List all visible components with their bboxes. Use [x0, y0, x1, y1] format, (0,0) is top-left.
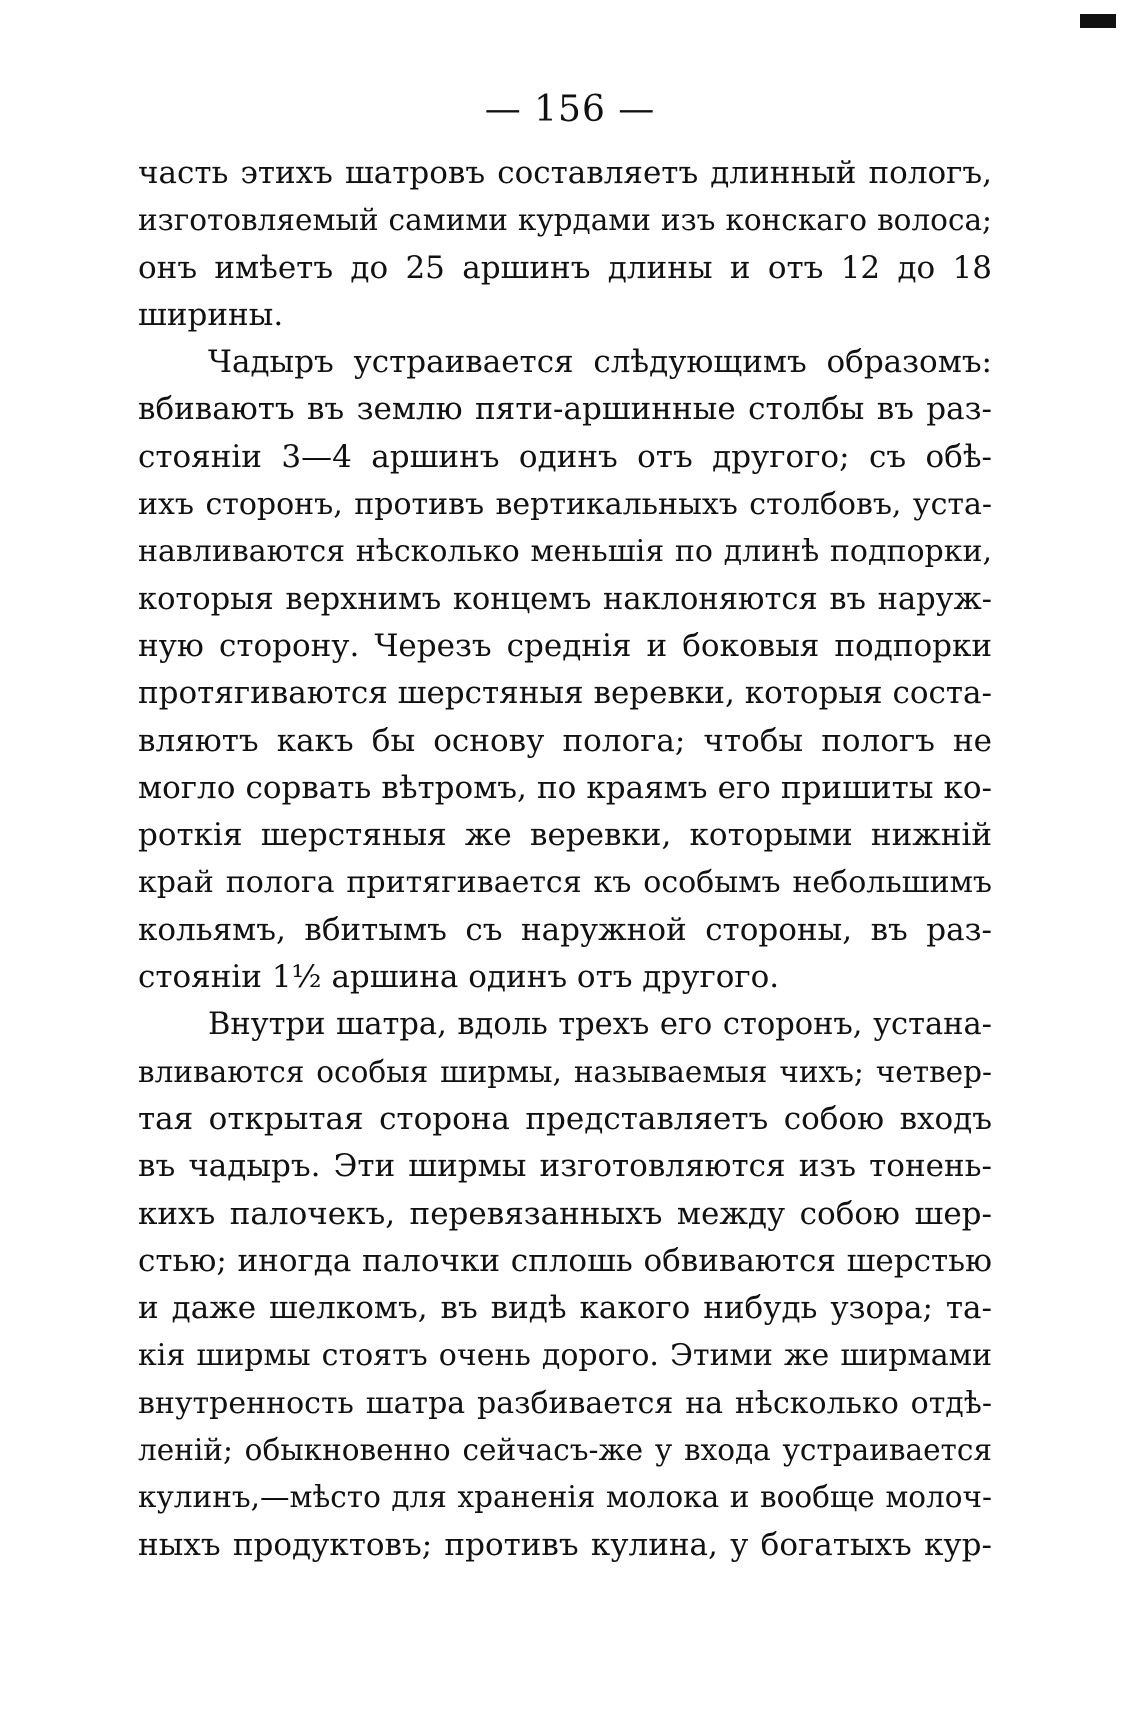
page-edge-mark	[1080, 14, 1116, 28]
text-line: кихъ палочекъ, перевязанныхъ между собою шер-	[138, 1195, 992, 1232]
body-text	[138, 150, 992, 1569]
text-line: могло сорвать вѣтромъ, по краямъ его пришиты ко-	[138, 769, 992, 806]
text-line: въ чадыръ. Эти ширмы изготовляются изъ тонень-	[138, 1148, 992, 1185]
text-line: которыя верхнимъ концемъ наклоняются въ наруж-	[138, 581, 992, 617]
text-line: тая открытая сторона представляетъ собою входъ	[138, 1100, 992, 1137]
text-line: ную сторону. Черезъ среднія и боковыя подпорки	[138, 627, 992, 664]
text-line: вливаются особыя ширмы, называемыя чихъ; четвер-	[138, 1054, 992, 1089]
text-line: и даже шелкомъ, въ видѣ какого нибудь узора; та-	[138, 1290, 992, 1327]
text-line: ширины.	[138, 296, 284, 333]
text-line: леній; обыкновенно сейчасъ-же у входа устраивается	[138, 1433, 992, 1468]
text-line: Чадыръ устраивается слѣдующимъ образомъ:	[208, 344, 992, 381]
text-line: кія ширмы стоятъ очень дорого. Этими же ширмами	[138, 1338, 992, 1374]
text-line: стояніи 1½ аршина одинъ отъ другого.	[138, 959, 780, 996]
paragraph	[138, 339, 992, 1001]
text-line: ныхъ продуктовъ; противъ кулина, у богатыхъ кур-	[138, 1526, 992, 1563]
paragraph	[138, 1001, 992, 1569]
text-line: онъ имѣетъ до 25 аршинъ длины и отъ 12 до 18	[138, 249, 992, 286]
text-line: часть этихъ шатровъ составляетъ длинный пологъ,	[138, 155, 992, 191]
text-line: навливаются нѣсколько меньшія по длинѣ подпорки,	[138, 534, 992, 570]
text-line: кулинъ,—мѣсто для храненія молока и вообще молоч-	[138, 1480, 992, 1515]
paragraph	[138, 150, 992, 339]
text-line: ихъ сторонъ, противъ вертикальныхъ столбовъ, уста-	[138, 487, 992, 523]
text-line: край полога притягивается къ особымъ небольшимъ	[138, 865, 992, 901]
text-line: вляютъ какъ бы основу полога; чтобы пологъ не	[138, 722, 992, 759]
text-line: стью; иногда палочки сплошь обвиваются шерстью	[138, 1242, 992, 1279]
text-line: роткія шерстяныя же веревки, которыми нижній	[138, 817, 992, 854]
text-line: кольямъ, вбитымъ съ наружной стороны, въ раз-	[138, 911, 992, 948]
text-line: внутренность шатра разбивается на нѣсколько отдѣ-	[138, 1385, 992, 1421]
text-line: изготовляемый самими курдами изъ конскаго волоса;	[138, 203, 992, 238]
text-line: вбиваютъ въ землю пяти-аршинные столбы въ раз-	[138, 391, 992, 428]
text-line: Внутри шатра, вдоль трехъ его сторонъ, устана-	[208, 1007, 992, 1043]
page-number: — 156 —	[484, 89, 656, 130]
text-line: протягиваются шерстяныя веревки, которыя соста-	[138, 675, 992, 712]
text-line: стояніи 3—4 аршинъ одинъ отъ другого; съ обѣ-	[138, 438, 992, 475]
